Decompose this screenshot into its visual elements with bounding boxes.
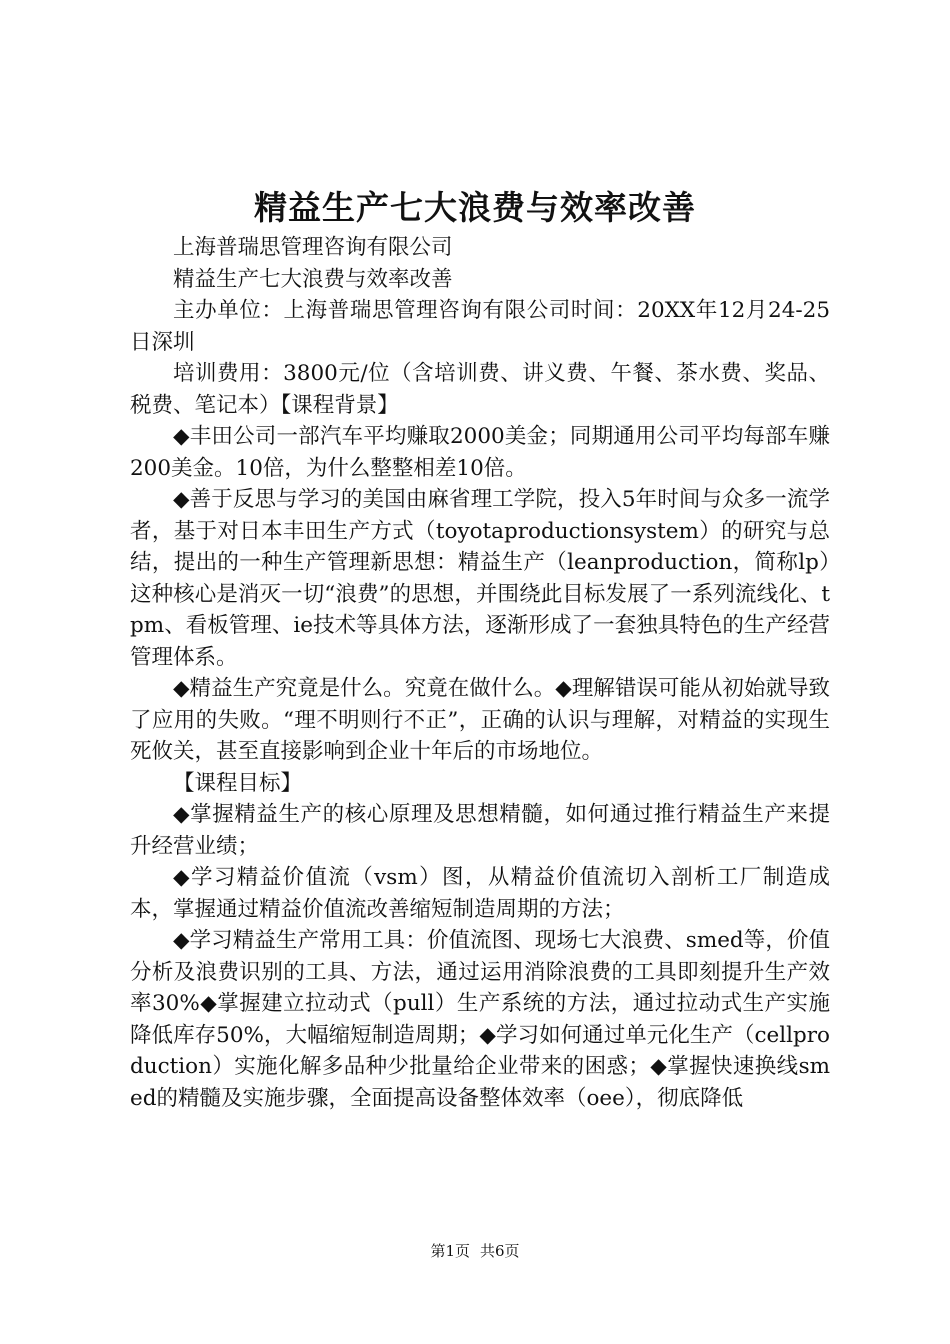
document-title: 精益生产七大浪费与效率改善 (254, 188, 696, 227)
paragraph-course-name: 精益生产七大浪费与效率改善 (173, 266, 453, 292)
paragraph-organizer: 主办单位：上海普瑞思管理咨询有限公司时间：20XX年12月24-25日深圳 (130, 298, 830, 355)
page-total: 共6页 (480, 1242, 520, 1260)
paragraph-goals-heading: 【课程目标】 (173, 770, 303, 796)
paragraph-goal-tools: ◆学习精益生产常用工具：价值流图、现场七大浪费、smed等，价值分析及浪费识别的工具、方法，通过运用消除浪费的工具即刻提升生产效率30%◆掌握建立拉动式（pull）生产系统的方法，通过拉动式生产实施降低库存50%，大幅缩短制造周期；◆学习如何通过单元化生产（cellproduction）实施化解多品种少批量给企业带来的困惑；◆掌握快速换线smed的精髓及实施步骤，全面提高设备整体效率（oee），彻底降低 (130, 928, 830, 1111)
paragraph-company: 上海普瑞思管理咨询有限公司 (173, 235, 453, 260)
paragraph-goal-vsm: ◆学习精益价值流（vsm）图，从精益价值流切入剖析工厂制造成本，掌握通过精益价值流改善缩短制造周期的方法； (130, 865, 830, 922)
page-number: 第1页 (430, 1242, 470, 1260)
paragraph-fee: 培训费用：3800元/位（含培训费、讲义费、午餐、茶水费、奖品、税费、笔记本）【课程背景】 (130, 361, 830, 418)
paragraph-lean-origin: ◆善于反思与学习的美国由麻省理工学院，投入5年时间与众多一流学者，基于对日本丰田生产方式（toyotaproductionsystem）的研究与总结，提出的一种生产管理新思想：精益生产（leanproduction，简称lp）这种核心是消灭一切“浪费”的思想，并围绕此目标发展了一系列流线化、tpm、看板管理、ie技术等具体方法，逐渐形成了一套独具特色的生产经营管理体系。 (130, 487, 830, 670)
document-body (130, 232, 830, 1114)
paragraph-goal-principles: ◆掌握精益生产的核心原理及思想精髓，如何通过推行精益生产来提升经营业绩； (130, 802, 830, 859)
paragraph-lean-meaning: ◆精益生产究竟是什么。究竟在做什么。◆理解错误可能从初始就导致了应用的失败。“理不明则行不正”，正确的认识与理解，对精益的实现生死攸关，甚至直接影响到企业十年后的市场地位。 (130, 676, 830, 764)
page-footer (0, 1241, 950, 1261)
paragraph-toyota: ◆丰田公司一部汽车平均赚取2000美金；同期通用公司平均每部车赚200美金。10倍，为什么整整相差10倍。 (130, 424, 830, 481)
